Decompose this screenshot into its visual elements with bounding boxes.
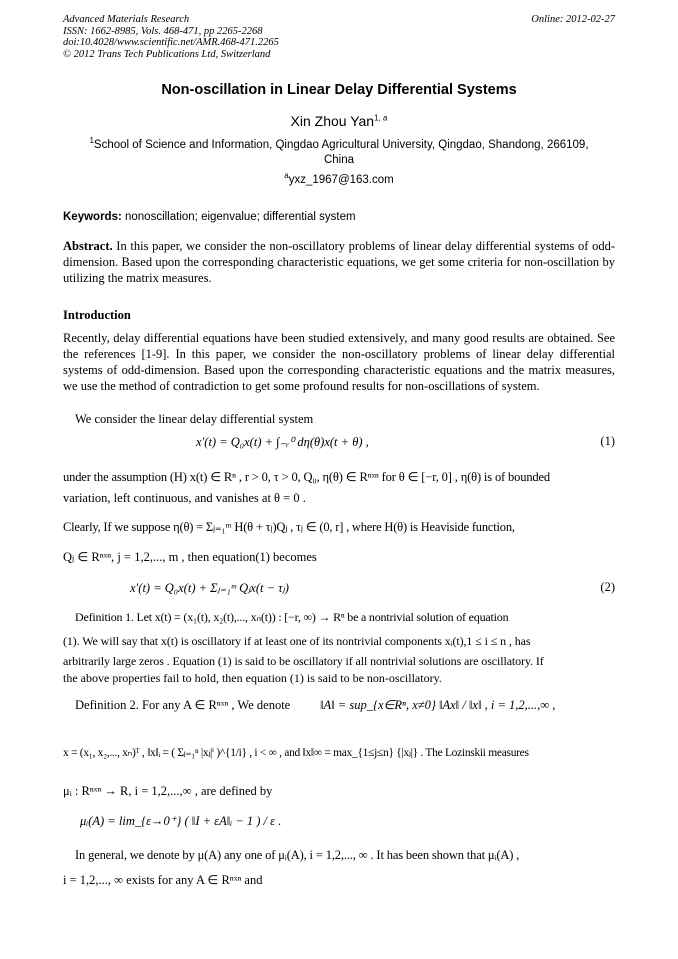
affiliation-line1: School of Science and Information, Qingdao Agricultural University, Qingdao, Shandong, 266109, [93,139,589,151]
affiliation [63,138,615,168]
author-line [0,113,678,129]
intro-paragraph-1: Recently, delay differential equations have been studied extensively, and many good results are obtained. See the references [1-9]. In this paper, we consider the non-oscillatory problems of linear delay differential systems of odd-dimension. Based upon the corresponding characteristic equations and the matrix measures, we use the method of contradiction to get some profound results for non-oscillations of system. [63,331,615,393]
lozinskii-line: μᵢ : Rⁿˣⁿ → R, i = 1,2,...,∞ , are defined by [63,784,273,798]
equation-1: x′(t) = Q₀x(t) + ∫₋ᵣ⁰ dη(θ)x(t + θ) , [196,435,369,449]
matrix-norm-formula: ‖A‖ = sup_{x∈Rⁿ, x≠0} ‖Ax‖ / ‖x‖ , i = 1,2,...,∞ , [320,698,556,712]
abstract [63,238,615,286]
email-sup: a [284,171,289,181]
vector-norm-line: x = (x₁, x₂,..., xₙ)ᵀ , ‖x‖ᵢ = ( Σⱼ₌₁ⁿ |xⱼ|ⁱ )^{1/i} , i < ∞ , and ‖x‖∞ = max_{1≤j≤n} {|xⱼ|} . The Lozinskii measures [63,747,529,759]
definition-1-line-1: Definition 1. Let x(t) = (x₁(t), x₂(t),..., xₙ(t)) : [−r, ∞) → Rⁿ be a nontrivial solution of equation [75,610,509,624]
intro-paragraph-2: We consider the linear delay differential system [75,412,314,426]
keywords-label: Keywords: [63,211,122,223]
keywords [63,211,615,223]
definition-1-line-2: (1). We will say that x(t) is oscillatory if at least one of its nontrivial components xᵢ(t),1 ≤ i ≤ n , has [63,634,531,648]
equation-2-number: (2) [600,580,615,594]
general-line-1: In general, we denote by μ(A) any one of μᵢ(A), i = 1,2,..., ∞ . It has been shown that μᵢ(A) , [75,848,520,862]
abstract-text: In this paper, we consider the non-oscillatory problems of linear delay differential systems of odd-dimension. Based upon the corresponding characteristic equations, we get some criteria for non-oscillation by utilizing the matrix measures. [63,239,615,285]
introduction-heading: Introduction [63,308,131,322]
definition-2-line-1: Definition 2. For any A ∈ Rⁿˣⁿ , We denote [75,698,291,712]
assumption-line-2: variation, left continuous, and vanishes at θ = 0 . [63,491,306,505]
doi: doi:10.4028/www.scientific.net/AMR.468-471.2265 [63,37,279,49]
equation-1-number: (1) [600,434,615,448]
definition-1-line-4: the above properties fail to hold, then equation (1) is said to be non-oscillatory. [63,671,442,685]
paper-title: Non-oscillation in Linear Delay Differential Systems [161,82,517,98]
journal-header [63,14,615,60]
abstract-label: Abstract. [63,239,113,253]
author-sup: 1, a [374,113,388,123]
email-address[interactable]: yxz_1967@163.com [288,174,394,186]
general-line-2: i = 1,2,..., ∞ exists for any A ∈ Rⁿˣⁿ and [63,873,263,887]
definition-1-line-3: arbitrarily large zeros . Equation (1) is said to be oscillatory if all nontrivial solutions are oscillatory. If [63,654,544,668]
affiliation-sup: 1 [89,136,94,146]
online-date: Online: 2012-02-27 [531,14,615,25]
journal-name: Advanced Materials Research [63,14,190,25]
clearly-line-2: Qⱼ ∈ Rⁿˣⁿ, j = 1,2,..., m , then equation(1) becomes [63,550,317,564]
equation-2: x′(t) = Q₀x(t) + Σⱼ₌₁ᵐ Qⱼx(t − τⱼ) [130,581,289,595]
lozinskii-formula: μᵢ(A) = lim_{ε→0⁺} ( ‖I + εA‖ᵢ − 1 ) / ε . [80,814,282,828]
email-line [0,171,678,186]
author-name: Xin Zhou Yan [290,113,375,129]
affiliation-line2: China [323,154,355,166]
issn: ISSN: 1662-8985, Vols. 468-471, pp 2265-2268 [63,25,263,37]
clearly-line-1: Clearly, If we suppose η(θ) = Σⱼ₌₁ᵐ H(θ + τⱼ)Qⱼ , τⱼ ∈ (0, r] , where H(θ) is Heaviside function, [63,520,515,534]
assumption-line-1: under the assumption (H) x(t) ∈ Rⁿ , r > 0, τ > 0, Q₀, η(θ) ∈ Rⁿˣⁿ for θ ∈ [−r, 0] , η(θ) is of bounded [63,470,551,484]
copyright: © 2012 Trans Tech Publications Ltd, Switzerland [63,48,271,60]
keywords-text: nonoscillation; eigenvalue; differential system [121,211,356,223]
